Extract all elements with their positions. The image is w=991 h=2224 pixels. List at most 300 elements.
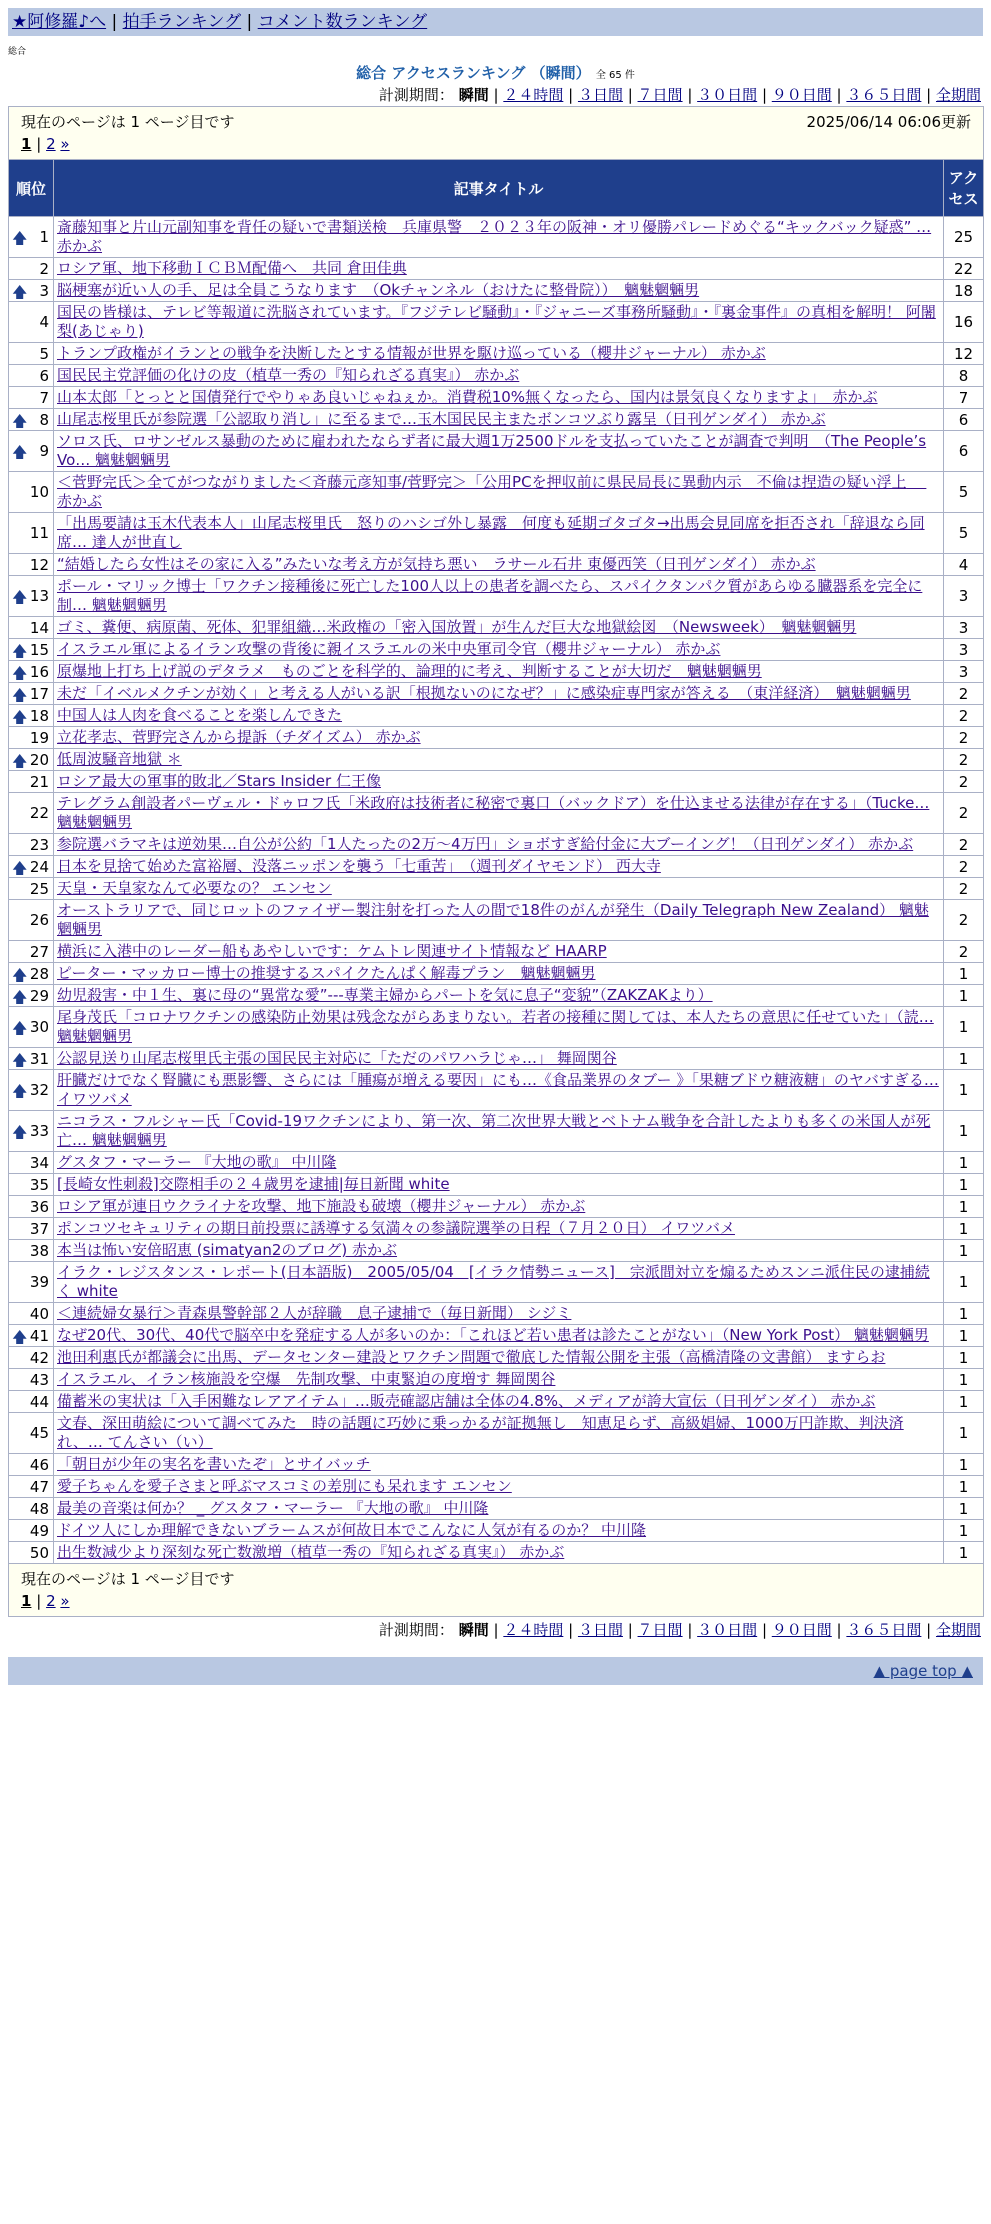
page-2-link[interactable]: 2 bbox=[46, 1592, 56, 1610]
rank-up-arrow-icon: 🡅 bbox=[12, 229, 28, 247]
rank-cell bbox=[9, 431, 54, 472]
table-row bbox=[9, 1111, 984, 1152]
table-row bbox=[9, 661, 984, 683]
period-option-link[interactable]: ２４時間 bbox=[503, 86, 564, 104]
access-count: 2 bbox=[944, 941, 984, 963]
title-cell bbox=[54, 771, 944, 793]
title-cell bbox=[54, 793, 944, 834]
title-cell bbox=[54, 834, 944, 856]
rank-number: 10 bbox=[29, 483, 49, 501]
table-row bbox=[9, 900, 984, 941]
access-count: 1 bbox=[944, 1369, 984, 1391]
rank-number: 6 bbox=[39, 366, 49, 385]
table-row bbox=[9, 1196, 984, 1218]
access-count: 2 bbox=[944, 683, 984, 705]
title-cell bbox=[54, 1476, 944, 1498]
access-count: 2 bbox=[944, 856, 984, 878]
rank-cell bbox=[9, 258, 54, 280]
article-title-link[interactable]: 日本を見捨て始めた富裕層、没落ニッポンを襲う「七重苦」 （週刊ダイヤモンド） 西大寺 bbox=[57, 857, 661, 875]
article-title-link[interactable]: 国民民主党評価の化けの皮（植草一秀の『知られざる真実』） 赤かぶ bbox=[57, 366, 520, 384]
access-count: 22 bbox=[944, 258, 984, 280]
access-count: 1 bbox=[944, 1476, 984, 1498]
table-row bbox=[9, 1174, 984, 1196]
title-cell bbox=[54, 749, 944, 771]
page-2-link[interactable]: 2 bbox=[46, 135, 56, 153]
period-separator: | bbox=[682, 86, 698, 104]
rank-up-arrow-icon: 🡅 bbox=[12, 751, 28, 770]
rank-number: 46 bbox=[29, 1455, 49, 1474]
title-cell bbox=[54, 639, 944, 661]
access-count: 5 bbox=[944, 513, 984, 554]
article-title-link[interactable]: グスタフ・マーラー 『大地の歌』 中川隆 bbox=[57, 1153, 337, 1171]
title-cell bbox=[54, 576, 944, 617]
rank-cell bbox=[9, 1413, 54, 1454]
article-title-link[interactable]: 幼児殺害・中１生、裏に母の“異常な愛”---専業主婦からパートを気に息子“変貌”（ZAKZAKより） bbox=[57, 986, 713, 1004]
rank-cell bbox=[9, 1152, 54, 1174]
col-access-header: アクセス bbox=[944, 160, 984, 217]
table-row bbox=[9, 1476, 984, 1498]
rank-number: 50 bbox=[29, 1543, 49, 1562]
rank-number: 11 bbox=[29, 524, 49, 542]
title-cell bbox=[54, 409, 944, 431]
period-option-link[interactable]: 全期間 bbox=[935, 86, 981, 104]
access-count: 1 bbox=[944, 1007, 984, 1048]
title-cell bbox=[54, 1152, 944, 1174]
rank-cell bbox=[9, 900, 54, 941]
article-title-link[interactable]: ポール・マリック博士「ワクチン接種後に死亡した100人以上の患者を調べたら、スパイクタンパク質があらゆる臓器系を完全に制… 魑魅魍魎男 bbox=[57, 577, 923, 614]
rank-cell bbox=[9, 1454, 54, 1476]
title-cell bbox=[54, 1303, 944, 1325]
access-count: 1 bbox=[944, 963, 984, 985]
rank-number: 42 bbox=[29, 1348, 49, 1367]
access-count: 1 bbox=[944, 1196, 984, 1218]
access-count: 7 bbox=[944, 387, 984, 409]
access-count: 12 bbox=[944, 343, 984, 365]
rank-cell bbox=[9, 1498, 54, 1520]
access-count: 1 bbox=[944, 1218, 984, 1240]
rank-cell bbox=[9, 1391, 54, 1413]
period-option-link[interactable]: ３日間 bbox=[577, 86, 623, 104]
table-row bbox=[9, 1007, 984, 1048]
rank-up-arrow-icon: 🡅 bbox=[12, 443, 28, 461]
article-count: 全 65 件 bbox=[595, 70, 635, 81]
table-row bbox=[9, 472, 984, 513]
period-current: 瞬間 bbox=[458, 1621, 489, 1639]
title-cell bbox=[54, 1240, 944, 1262]
title-cell bbox=[54, 705, 944, 727]
access-count: 3 bbox=[944, 576, 984, 617]
rank-up-arrow-icon: 🡅 bbox=[12, 663, 28, 682]
article-title-link[interactable]: なぜ20代、30代、40代で脳卒中を発症する人が多いのか：「これほど若い患者は診たことがない」（New York Post） 魑魅魍魎男 bbox=[57, 1326, 929, 1344]
title-cell bbox=[54, 1196, 944, 1218]
table-row bbox=[9, 1262, 984, 1303]
article-title-link[interactable]: 出生数減少より深刻な死亡数激増（植草一秀の『知られざる真実』） 赤かぶ bbox=[57, 1543, 565, 1561]
page-1-current: 1 bbox=[21, 135, 32, 153]
article-title-link[interactable]: 最美の音楽は何か？ _ グスタフ・マーラー 『大地の歌』 中川隆 bbox=[57, 1499, 489, 1517]
article-title-link[interactable]: トランプ政権がイランとの戦争を決断したとする情報が世界を駆け巡っている（櫻井ジャーナル） 赤かぶ bbox=[57, 344, 766, 362]
period-option-link[interactable]: ７日間 bbox=[637, 1621, 683, 1639]
table-header-row bbox=[9, 160, 984, 217]
access-count: 2 bbox=[944, 705, 984, 727]
ranking-table bbox=[8, 106, 984, 1617]
article-title-link[interactable]: 天皇・天皇家なんて必要なの？ エンセン bbox=[57, 879, 332, 897]
period-option-link[interactable]: ３日間 bbox=[577, 1621, 623, 1639]
article-title-link[interactable]: 斎藤知事と片山元副知事を背任の疑いで書類送検 兵庫県警 ２０２３年の阪神・オリ優勝パレードめぐる“キックバック疑惑” … 赤かぶ bbox=[57, 218, 932, 255]
article-title-link[interactable]: 参院選バラマキは逆効果…自公が公約「1人たったの2万～4万円」ショボすぎ給付金に大ブーイング！（日刊ゲンダイ） 赤かぶ bbox=[57, 835, 914, 853]
period-option-link[interactable]: ９０日間 bbox=[771, 1621, 832, 1639]
rank-number: 16 bbox=[29, 662, 49, 681]
article-title-link[interactable]: [長崎女性刺殺]交際相手の２４歳男を逮捕|毎日新聞 white bbox=[57, 1175, 450, 1193]
title-cell bbox=[54, 1369, 944, 1391]
section-label: 総合 bbox=[8, 47, 27, 57]
period-separator: | bbox=[921, 1621, 936, 1639]
clap-ranking-link[interactable]: 拍手ランキング bbox=[122, 12, 242, 32]
table-row bbox=[9, 617, 984, 639]
rank-cell bbox=[9, 1111, 54, 1152]
access-count: 4 bbox=[944, 554, 984, 576]
title-cell bbox=[54, 900, 944, 941]
access-count: 2 bbox=[944, 900, 984, 941]
rank-number: 1 bbox=[39, 228, 49, 246]
home-link[interactable]: ★阿修羅♪へ bbox=[12, 12, 107, 32]
rank-up-arrow-icon: 🡅 bbox=[12, 987, 28, 1006]
rank-cell bbox=[9, 941, 54, 963]
rank-cell bbox=[9, 302, 54, 343]
title-cell bbox=[54, 1391, 944, 1413]
rank-number: 33 bbox=[29, 1122, 49, 1140]
article-title-link[interactable]: ソロス氏、ロサンゼルス暴動のために雇われたならず者に最大週1万2500ドルを支払っていたことが調査で判明 （The People’s Vo… 魑魅魍魎男 bbox=[57, 432, 927, 469]
rank-number: 19 bbox=[29, 728, 49, 747]
rank-number: 27 bbox=[29, 942, 49, 961]
rank-cell bbox=[9, 1218, 54, 1240]
access-count: 2 bbox=[944, 834, 984, 856]
period-separator: | bbox=[757, 86, 772, 104]
page-info-top bbox=[9, 107, 984, 160]
period-option-link[interactable]: 全期間 bbox=[935, 1621, 981, 1639]
title-cell bbox=[54, 1347, 944, 1369]
period-selector-top bbox=[0, 84, 981, 106]
rank-number: 22 bbox=[29, 804, 49, 822]
article-title-link[interactable]: 山本太郎「とっとと国債発行でやりゃあ良いじゃねぇか。消費税10%無くなったら、国内は景気良くなりますよ」 赤かぶ bbox=[57, 388, 878, 406]
title-cell bbox=[54, 727, 944, 749]
period-option-link[interactable]: ３６５日間 bbox=[846, 86, 922, 104]
title-cell bbox=[54, 878, 944, 900]
title-cell bbox=[54, 661, 944, 683]
rank-number: 37 bbox=[29, 1219, 49, 1238]
rank-up-arrow-icon: 🡅 bbox=[12, 858, 28, 877]
access-count: 1 bbox=[944, 1391, 984, 1413]
access-count: 1 bbox=[944, 1498, 984, 1520]
rank-cell bbox=[9, 1070, 54, 1111]
article-title-link[interactable]: ＜菅野完氏＞全てがつながりました＜斉藤元彦知事/菅野完＞「公用PCを押収前に県民局長に異動内示 不倫は捏造の疑い浮上 赤かぶ bbox=[57, 473, 927, 510]
period-option-link[interactable]: ３６５日間 bbox=[846, 1621, 922, 1639]
article-title-link[interactable]: 尾身茂氏「コロナワクチンの感染防止効果は残念ながらあまりない。若者の接種に関しては、本人たちの意思に任せていた」（読… 魑魅魍魎男 bbox=[57, 1008, 934, 1045]
rank-number: 41 bbox=[29, 1326, 49, 1345]
article-title-link[interactable]: ロシア軍、地下移動ＩＣＢＭ配備へ 共同 倉田佳典 bbox=[57, 259, 407, 277]
rank-cell bbox=[9, 387, 54, 409]
access-count: 1 bbox=[944, 1303, 984, 1325]
table-row bbox=[9, 963, 984, 985]
table-row bbox=[9, 431, 984, 472]
table-row bbox=[9, 727, 984, 749]
article-title-link[interactable]: 原爆地上打ち上げ説のデタラメ ものごとを科学的、論理的に考え、判断することが大切だ 魑魅魍魎男 bbox=[57, 662, 762, 680]
rank-cell bbox=[9, 409, 54, 431]
period-option-link[interactable]: ９０日間 bbox=[771, 86, 832, 104]
title-cell bbox=[54, 683, 944, 705]
access-count: 3 bbox=[944, 617, 984, 639]
rank-number: 35 bbox=[29, 1175, 49, 1194]
access-count: 3 bbox=[944, 639, 984, 661]
page-1-current: 1 bbox=[21, 1592, 32, 1610]
article-title-link[interactable]: オーストラリアで、同じロットのファイザー製注射を打った人の間で18件のがんが発生（Daily Telegraph New Zealand） 魑魅魍魎男 bbox=[57, 901, 929, 938]
article-title-link[interactable]: ピーター・マッカロー博士の推奨するスパイクたんぱく解毒プラン 魑魅魍魎男 bbox=[57, 964, 596, 982]
access-count: 6 bbox=[944, 409, 984, 431]
period-separator: | bbox=[831, 1621, 847, 1639]
rank-cell bbox=[9, 365, 54, 387]
title-cell bbox=[54, 1111, 944, 1152]
article-title-link[interactable]: 中国人は人肉を食べることを楽しんできた bbox=[57, 706, 343, 724]
current-page-text: 現在のページは 1 ページ目です bbox=[21, 1570, 235, 1588]
title-cell bbox=[54, 1325, 944, 1347]
title-cell bbox=[54, 280, 944, 302]
next-page-link[interactable]: » bbox=[60, 135, 70, 153]
rank-number: 26 bbox=[29, 911, 49, 929]
period-label: 計測期間： bbox=[378, 86, 454, 104]
article-title-link[interactable]: 公認見送り山尾志桜里氏主張の国民民主対応に「ただのパワハラじゃ…」 舞岡関谷 bbox=[57, 1049, 617, 1067]
rank-up-arrow-icon: 🡅 bbox=[12, 588, 28, 606]
access-count: 8 bbox=[944, 365, 984, 387]
rank-number: 12 bbox=[29, 555, 49, 574]
access-count: 1 bbox=[944, 1347, 984, 1369]
rank-cell bbox=[9, 280, 54, 302]
title-cell bbox=[54, 387, 944, 409]
article-title-link[interactable]: 横浜に入港中のレーダー船もあやしいです：ケムトレ関連サイト情報など HAARP bbox=[57, 942, 607, 960]
rank-cell bbox=[9, 1048, 54, 1070]
title-cell bbox=[54, 1520, 944, 1542]
period-option-link[interactable]: ３０日間 bbox=[697, 86, 758, 104]
page-title bbox=[0, 62, 991, 84]
period-option-link[interactable]: ７日間 bbox=[637, 86, 683, 104]
table-row bbox=[9, 576, 984, 617]
rank-number: 21 bbox=[29, 772, 49, 791]
rank-cell bbox=[9, 554, 54, 576]
rank-cell bbox=[9, 749, 54, 771]
rank-cell bbox=[9, 834, 54, 856]
rank-cell bbox=[9, 1520, 54, 1542]
article-title-link[interactable]: テレグラム創設者パーヴェル・ドゥロフ氏「米政府は技術者に秘密で裏口（バックドア）を仕込ませる法律が存在する」（Tucke… 魑魅魍魎男 bbox=[57, 794, 930, 831]
access-count: 2 bbox=[944, 793, 984, 834]
article-title-link[interactable]: 文春、深田萌絵について調べてみた 時の話題に巧妙に乗っかるが証拠無し 知恵足らず、高級娼婦、1000万円詐欺、判決済れ、… てんさい（い） bbox=[57, 1414, 904, 1451]
next-page-link[interactable]: » bbox=[60, 1592, 70, 1610]
rank-cell bbox=[9, 576, 54, 617]
rank-number: 31 bbox=[29, 1049, 49, 1068]
article-title-link[interactable]: ロシア軍が連日ウクライナを攻撃、地下施設も破壊（櫻井ジャーナル） 赤かぶ bbox=[57, 1197, 586, 1215]
rank-cell bbox=[9, 513, 54, 554]
pagination-top bbox=[21, 133, 971, 155]
period-separator: | bbox=[682, 1621, 698, 1639]
updated-time: 2025/06/14 06:06更新 bbox=[806, 113, 971, 131]
rank-cell bbox=[9, 683, 54, 705]
rank-cell bbox=[9, 217, 54, 258]
rank-number: 3 bbox=[39, 281, 49, 300]
table-row bbox=[9, 683, 984, 705]
article-title-link[interactable]: 「出馬要請は玉木代表本人」山尾志桜里氏 怒りのハシゴ外し暴露 何度も延期ゴタゴタ→出馬会見同席を拒否され「辞退なら同席… 達人が世直し bbox=[57, 514, 925, 551]
article-title-link[interactable]: ドイツ人にしか理解できないブラームスが何故日本でこんなに人気が有るのか？ 中川隆 bbox=[57, 1521, 647, 1539]
period-separator: | bbox=[563, 86, 578, 104]
table-row bbox=[9, 1070, 984, 1111]
access-count: 1 bbox=[944, 1542, 984, 1564]
rank-cell bbox=[9, 639, 54, 661]
title-cell bbox=[54, 1007, 944, 1048]
period-option-link[interactable]: ２４時間 bbox=[503, 1621, 564, 1639]
article-title-link[interactable]: 本当は怖い安倍昭恵 (simatyan2のブログ) 赤かぶ bbox=[57, 1241, 398, 1259]
table-row bbox=[9, 280, 984, 302]
table-row bbox=[9, 771, 984, 793]
title-cell bbox=[54, 1174, 944, 1196]
title-cell bbox=[54, 941, 944, 963]
rank-number: 47 bbox=[29, 1477, 49, 1496]
article-title-link[interactable]: 国民の皆様は、テレビ等報道に洗脳されています。『フジテレビ騒動』・『ジャニーズ事務所騒動』・『裏金事件』の真相を解明！ 阿闍梨(あじゃり) bbox=[57, 303, 936, 340]
article-title-link[interactable]: 低周波騒音地獄 ＊ bbox=[57, 750, 182, 768]
rank-number: 39 bbox=[29, 1273, 49, 1291]
access-count: 1 bbox=[944, 1240, 984, 1262]
rank-cell bbox=[9, 1369, 54, 1391]
table-row bbox=[9, 1240, 984, 1262]
article-title-link[interactable]: ポンコツセキュリティの期日前投票に誘導する気満々の参議院選挙の日程（７月２０日） イワツバメ bbox=[57, 1219, 735, 1237]
rank-number: 4 bbox=[39, 313, 49, 331]
table-row bbox=[9, 985, 984, 1007]
rank-cell bbox=[9, 1303, 54, 1325]
title-cell bbox=[54, 554, 944, 576]
rank-up-arrow-icon: 🡅 bbox=[12, 707, 28, 726]
title-cell bbox=[54, 431, 944, 472]
title-cell bbox=[54, 963, 944, 985]
title-cell bbox=[54, 513, 944, 554]
table-row bbox=[9, 1303, 984, 1325]
page-title-text: 総合 アクセスランキング （瞬間） bbox=[356, 64, 591, 82]
article-title-link[interactable]: ロシア最大の軍事的敗北／Stars Insider 仁王像 bbox=[57, 772, 381, 790]
table-row bbox=[9, 1498, 984, 1520]
period-separator: | bbox=[757, 1621, 772, 1639]
table-row bbox=[9, 302, 984, 343]
rank-cell bbox=[9, 1196, 54, 1218]
current-page-text: 現在のページは 1 ページ目です bbox=[21, 113, 235, 131]
rank-number: 2 bbox=[39, 259, 49, 278]
rank-up-arrow-icon: 🡅 bbox=[12, 1019, 28, 1037]
table-row bbox=[9, 554, 984, 576]
article-title-link[interactable]: 肝臓だけでなく腎臓にも悪影響、さらには「腫瘍が増える要因」にも…《食品業界のタブー 》「果糖ブドウ糖液糖」のヤバすぎる… イワツバメ bbox=[57, 1071, 939, 1108]
period-current: 瞬間 bbox=[458, 86, 489, 104]
access-count: 16 bbox=[944, 302, 984, 343]
rank-number: 43 bbox=[29, 1370, 49, 1389]
title-cell bbox=[54, 1498, 944, 1520]
period-separator: | bbox=[921, 86, 936, 104]
title-cell bbox=[54, 1218, 944, 1240]
article-title-link[interactable]: “結婚したら女性はその家に入る”みたいな考え方が気持ち悪い ラサール石井 東優西笑（日刊ゲンダイ） 赤かぶ bbox=[57, 555, 816, 573]
title-cell bbox=[54, 985, 944, 1007]
rank-cell bbox=[9, 343, 54, 365]
article-title-link[interactable]: 立花孝志、菅野完さんから提訴（チダイズム） 赤かぶ bbox=[57, 728, 421, 746]
access-count: 2 bbox=[944, 727, 984, 749]
col-title-header: 記事タイトル bbox=[54, 160, 944, 217]
access-count: 2 bbox=[944, 771, 984, 793]
article-title-link[interactable]: 脳梗塞が近い人の手、足は全員こうなります （Okチャンネル（おけたに整骨院）） 魑魅魍魎男 bbox=[57, 281, 700, 299]
article-title-link[interactable]: 愛子ちゃんを愛子さまと呼ぶマスコミの差別にも呆れます エンセン bbox=[57, 1477, 512, 1495]
article-title-link[interactable]: 山尾志桜里氏が参院選「公認取り消し」に至るまで…玉木国民民主またボンコツぶり露呈（日刊ゲンダイ） 赤かぶ bbox=[57, 410, 826, 428]
access-count: 1 bbox=[944, 1048, 984, 1070]
rank-cell bbox=[9, 1347, 54, 1369]
access-count: 1 bbox=[944, 1520, 984, 1542]
rank-number: 38 bbox=[29, 1241, 49, 1260]
rank-cell bbox=[9, 963, 54, 985]
table-row bbox=[9, 343, 984, 365]
rank-number: 7 bbox=[39, 388, 49, 407]
rank-number: 34 bbox=[29, 1153, 49, 1172]
article-title-link[interactable]: 未だ「イベルメクチンが効く」と考える人がいる訳「根拠ないのになぜ？」に感染症専門家が答える （東洋経済） 魑魅魍魎男 bbox=[57, 684, 911, 702]
rank-number: 15 bbox=[29, 640, 49, 659]
rank-number: 18 bbox=[29, 706, 49, 725]
table-row bbox=[9, 834, 984, 856]
article-title-link[interactable]: 「朝日が少年の実名を書いたぞ」とサイバッチ bbox=[57, 1455, 371, 1473]
rank-cell bbox=[9, 793, 54, 834]
title-cell bbox=[54, 1542, 944, 1564]
article-title-link[interactable]: ＜連続婦女暴行＞青森県警幹部２人が辞職 息子逮捕で（毎日新聞） シジミ bbox=[57, 1304, 572, 1322]
access-count: 1 bbox=[944, 985, 984, 1007]
ranking-table-wrapper bbox=[8, 106, 983, 1617]
table-row bbox=[9, 705, 984, 727]
top-nav-bar bbox=[8, 8, 983, 36]
rank-number: 44 bbox=[29, 1392, 49, 1411]
page-info-bottom bbox=[9, 1564, 984, 1617]
rank-number: 9 bbox=[39, 442, 49, 460]
table-row bbox=[9, 258, 984, 280]
table-row bbox=[9, 1347, 984, 1369]
comment-ranking-link[interactable]: コメント数ランキング bbox=[257, 12, 428, 32]
article-title-link[interactable]: 備蓄米の実状は「入手困難なレアアイテム」…販売確認店舗は全体の4.8%、メディアが誇大宣伝（日刊ゲンダイ） 赤かぶ bbox=[57, 1392, 876, 1410]
article-title-link[interactable]: ゴミ、糞便、病原菌、死体、犯罪組織…米政権の「密入国放置」が生んだ巨大な地獄絵図 （Newsweek） 魑魅魍魎男 bbox=[57, 618, 857, 636]
table-row bbox=[9, 793, 984, 834]
period-separator: | bbox=[622, 86, 638, 104]
rank-cell bbox=[9, 1262, 54, 1303]
rank-number: 30 bbox=[29, 1018, 49, 1036]
rank-number: 24 bbox=[29, 857, 49, 876]
table-row bbox=[9, 1454, 984, 1476]
article-title-link[interactable]: ニコラス・フルシャー氏「Covid-19ワクチンにより、第一次、第二次世界大戦とベトナム戦争を合計したよりも多くの米国人が死亡… 魑魅魍魎男 bbox=[57, 1112, 931, 1149]
table-row bbox=[9, 639, 984, 661]
footer-bar bbox=[8, 1657, 983, 1685]
article-title-link[interactable]: イスラエル、イラン核施設を空爆 先制攻撃、中東緊迫の度増す 舞岡関谷 bbox=[57, 1370, 556, 1388]
table-row bbox=[9, 1391, 984, 1413]
rank-number: 23 bbox=[29, 835, 49, 854]
article-title-link[interactable]: 池田利惠氏が都議会に出馬、データセンター建設とワクチン問題で徹底した情報公開を主張（高橋清隆の文書館） ますらお bbox=[57, 1348, 886, 1366]
title-cell bbox=[54, 1070, 944, 1111]
table-row bbox=[9, 1218, 984, 1240]
ranking-rows bbox=[9, 217, 984, 1564]
article-title-link[interactable]: イスラエル軍によるイラン攻撃の背後に親イスラエルの米中央軍司令官（櫻井ジャーナル） 赤かぶ bbox=[57, 640, 721, 658]
period-option-link[interactable]: ３０日間 bbox=[697, 1621, 758, 1639]
rank-cell bbox=[9, 1476, 54, 1498]
access-count: 1 bbox=[944, 1325, 984, 1347]
table-row bbox=[9, 856, 984, 878]
rank-cell bbox=[9, 617, 54, 639]
access-count: 1 bbox=[944, 1152, 984, 1174]
table-row bbox=[9, 1520, 984, 1542]
page-top-link[interactable]: ▲ page top ▲ bbox=[873, 1662, 973, 1680]
access-count: 2 bbox=[944, 878, 984, 900]
table-row bbox=[9, 1325, 984, 1347]
table-row bbox=[9, 1413, 984, 1454]
article-title-link[interactable]: イラク・レジスタンス・レポート(日本語版) 2005/05/04 [イラク情勢ニュース] 宗派間対立を煽るためスンニ派住民の逮捕続く white bbox=[57, 1263, 930, 1300]
